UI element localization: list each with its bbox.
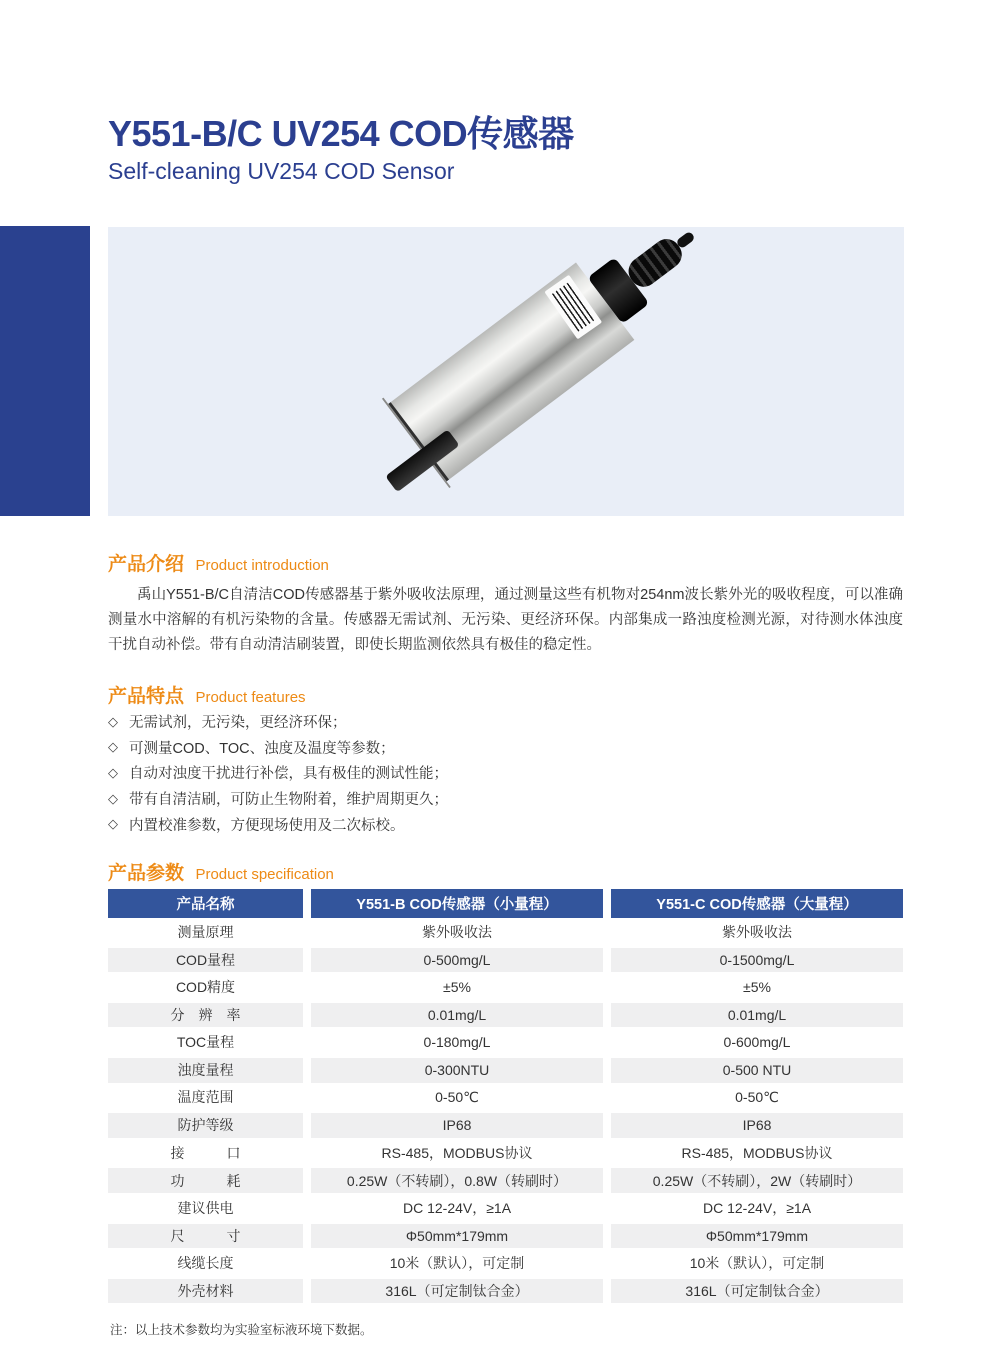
column-header-y551-c: Y551-C COD传感器（大量程） (611, 889, 903, 918)
row-label: 防护等级 (108, 1111, 303, 1139)
diamond-bullet-icon: ◇ (108, 764, 118, 780)
row-label: 建议供电 (177, 1199, 234, 1216)
cell-value: ±5% (743, 978, 771, 995)
cell-value: Φ50mm*179mm (611, 1222, 903, 1250)
cell-value: 0-300NTU (311, 1056, 603, 1084)
cell-value: 0-500 NTU (611, 1056, 903, 1084)
cell-value: IP68 (611, 1111, 903, 1139)
cell-value: 0.25W（不转刷），0.8W（转刷时） (311, 1166, 603, 1194)
intro-paragraph: 禹山Y551-B/C自清洁COD传感器基于紫外吸收法原理，通过测量这些有机物对254nm波长紫外光的吸收程度，可以准确测量水中溶解的有机污染物的含量。传感器无需试剂、无污染、更经济环保。内部集成一路浊度检测光源，对待测水体浊度干扰自动补偿。带有自动清洁刷装置，即使长期监测依然具有极佳的稳定性。 (108, 587, 903, 653)
spec-heading-zh: 产品参数 (108, 863, 185, 884)
footnote: 注：以上技术参数均为实验室标液环境下数据。 (110, 1323, 373, 1337)
feature-text: 可测量COD、TOC、浊度及温度等参数； (129, 740, 395, 757)
cell-value: 10米（默认），可定制 (689, 1254, 825, 1271)
cell-value: 0-180mg/L (423, 1034, 491, 1051)
features-heading-en: Product features (195, 689, 306, 706)
cell-value: 0-50℃ (435, 1088, 479, 1105)
column-header-y551-b: Y551-B COD传感器（小量程） (311, 889, 603, 918)
row-label: 尺 寸 (108, 1222, 303, 1250)
feature-text: 无需试剂，无污染，更经济环保； (129, 715, 347, 732)
features-list (108, 709, 448, 837)
list-item (108, 760, 448, 786)
row-label: TOC量程 (176, 1034, 235, 1051)
section-heading-features (108, 681, 306, 708)
row-label: 功 耗 (108, 1166, 303, 1194)
cell-value: 紫外吸收法 (722, 923, 792, 940)
features-heading-zh: 产品特点 (108, 686, 185, 707)
list-item (108, 811, 448, 837)
row-label: COD量程 (108, 946, 303, 974)
list-item (108, 709, 448, 735)
cell-value: DC 12-24V，≥1A (402, 1199, 512, 1216)
cell-value: 0.01mg/L (311, 1001, 603, 1029)
section-heading-introduction (108, 549, 329, 576)
cell-value: 316L（可定制钛合金） (311, 1277, 603, 1305)
row-label: 分 辨 率 (108, 1001, 303, 1029)
sidebar-accent-bar (0, 226, 90, 516)
diamond-bullet-icon: ◇ (108, 713, 118, 729)
feature-text: 自动对浊度干扰进行补偿，具有极佳的测试性能； (129, 766, 448, 783)
row-label: 温度范围 (177, 1089, 234, 1106)
cell-value: ±5% (443, 978, 471, 995)
cell-value: 10米（默认），可定制 (389, 1254, 525, 1271)
row-label: COD精度 (175, 978, 236, 995)
list-item (108, 786, 448, 812)
spec-heading-en: Product specification (195, 866, 334, 883)
feature-text: 内置校准参数，方便现场使用及二次标校。 (129, 817, 405, 834)
intro-heading-en: Product introduction (195, 557, 329, 574)
cell-value: 0.01mg/L (611, 1001, 903, 1029)
cell-value: DC 12-24V，≥1A (702, 1199, 812, 1216)
cell-value: 0.25W（不转刷），2W（转刷时） (611, 1166, 903, 1194)
cell-value: RS-485，MODBUS协议 (381, 1144, 533, 1161)
feature-text: 带有自清洁刷，可防止生物附着，维护周期更久； (129, 792, 448, 809)
sensor-photo (305, 227, 729, 516)
cell-value: 0-50℃ (735, 1088, 779, 1105)
intro-heading-zh: 产品介绍 (108, 554, 185, 575)
list-item (108, 735, 448, 761)
row-label: 外壳材料 (108, 1277, 303, 1305)
cell-value: 紫外吸收法 (422, 923, 492, 940)
cell-value: Φ50mm*179mm (311, 1222, 603, 1250)
diamond-bullet-icon: ◇ (108, 790, 118, 806)
cell-value: 0-500mg/L (311, 946, 603, 974)
cell-value: 0-1500mg/L (611, 946, 903, 974)
section-heading-specification (108, 858, 334, 885)
cell-value: 0-600mg/L (723, 1034, 791, 1051)
product-photo-panel (108, 227, 904, 516)
row-label: 接 口 (170, 1144, 241, 1161)
column-header-product-name: 产品名称 (108, 889, 303, 918)
sensor-cable-tail (675, 231, 695, 250)
cell-value: RS-485，MODBUS协议 (681, 1144, 833, 1161)
page-title: Y551-B/C UV254 COD传感器 (108, 113, 574, 154)
cell-value: IP68 (311, 1111, 603, 1139)
cell-value: 316L（可定制钛合金） (611, 1277, 903, 1305)
row-label: 线缆长度 (177, 1254, 234, 1271)
row-label: 浊度量程 (108, 1056, 303, 1084)
spec-table (108, 889, 903, 1304)
barcode-icon (552, 282, 595, 331)
diamond-bullet-icon: ◇ (108, 739, 118, 755)
diamond-bullet-icon: ◇ (108, 816, 118, 832)
row-label: 测量原理 (177, 923, 234, 940)
page-subtitle: Self-cleaning UV254 COD Sensor (108, 158, 455, 184)
